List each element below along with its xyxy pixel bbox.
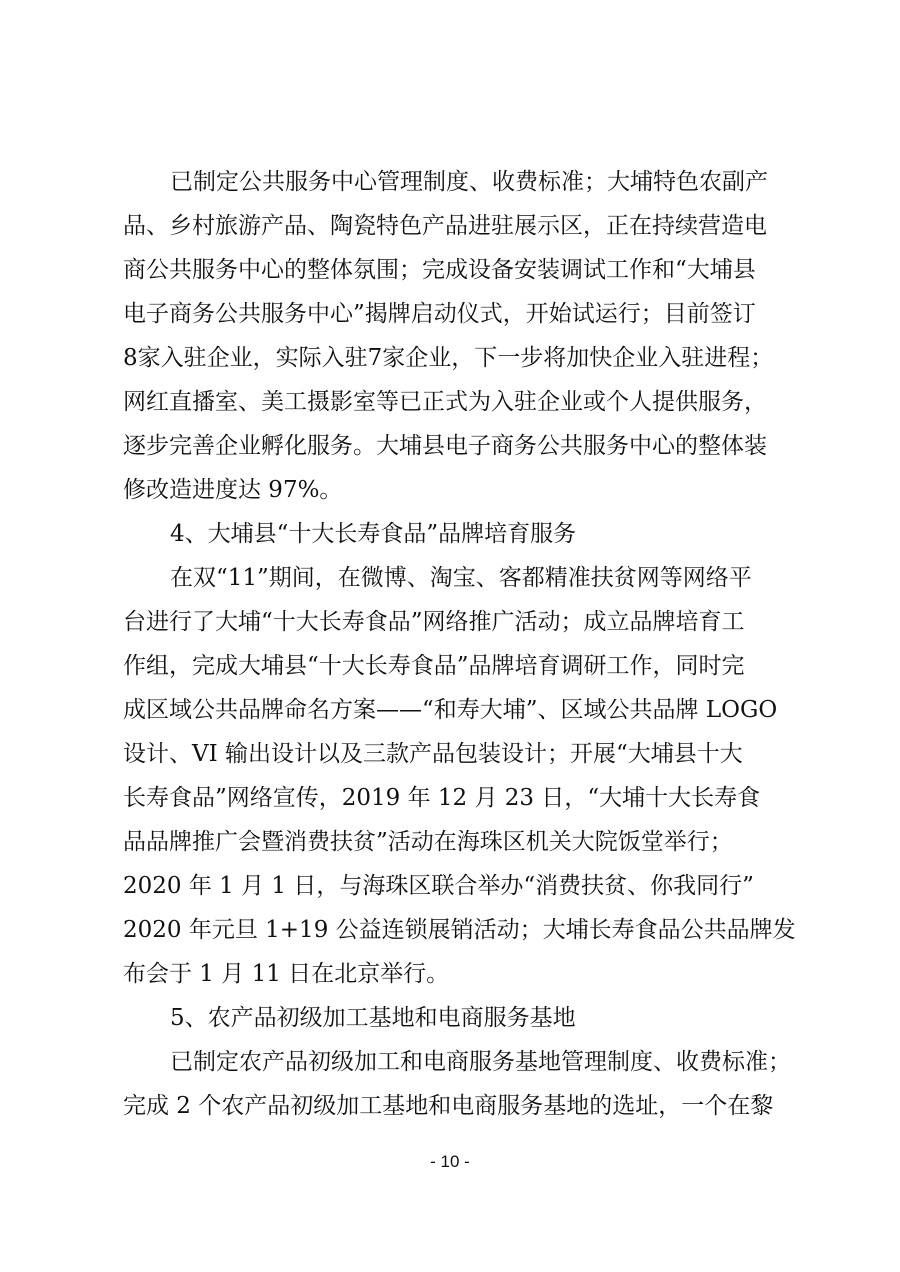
line-text: 品、乡村旅游产品、陶瓷特色产品进驻展示区，正在持续营造电 xyxy=(123,213,767,239)
line-text: 长寿食品”网络宣传，2019 年 12 月 23 日，“大埔十大长寿食 xyxy=(123,785,761,811)
text-line xyxy=(0,380,900,424)
text-line xyxy=(0,336,900,380)
text-line xyxy=(0,248,900,292)
text-line xyxy=(0,556,900,600)
text-line xyxy=(0,292,900,336)
line-text: 修改造进度达 97%。 xyxy=(123,477,343,503)
text-line xyxy=(0,952,900,996)
line-text: 台进行了大埔“十大长寿食品”网络推广活动；成立品牌培育工 xyxy=(123,609,745,635)
line-text: 品品牌推广会暨消费扶贫”活动在海珠区机关大院饭堂举行； xyxy=(123,829,733,855)
line-text: 2020 年 1 月 1 日，与海珠区联合举办“消费扶贫、你我同行” xyxy=(123,873,754,899)
line-text: 8家入驻企业，实际入驻7家企业，下一步将加快企业入驻进程； xyxy=(123,345,774,371)
section-heading-text: 5、农产品初级加工基地和电商服务基地 xyxy=(170,1005,576,1031)
text-line xyxy=(0,908,900,952)
text-line xyxy=(0,820,900,864)
line-text: 布会于 1 月 11 日在北京举行。 xyxy=(123,961,450,987)
line-text: 设计、VI 输出设计以及三款产品包装设计；开展“大埔县十大 xyxy=(123,741,743,767)
text-line xyxy=(0,864,900,908)
line-text: 2020 年元旦 1+19 公益连锁展销活动；大埔长寿食品公共品牌发 xyxy=(123,917,796,943)
line-text: 在双“11”期间，在微博、淘宝、客都精准扶贫网等网络平 xyxy=(170,565,752,591)
line-text: 已制定农产品初级加工和电商服务基地管理制度、收费标准； xyxy=(170,1049,791,1075)
text-line xyxy=(0,644,900,688)
text-line xyxy=(0,1040,900,1084)
text-line xyxy=(0,160,900,204)
line-text: 作组，完成大埔县“十大长寿食品”品牌培育调研工作，同时完 xyxy=(123,653,745,679)
text-line xyxy=(0,600,900,644)
line-text: 完成 2 个农产品初级加工基地和电商服务基地的选址，一个在黎 xyxy=(123,1093,774,1119)
line-text: 成区域公共品牌命名方案——“和寿大埔”、区域公共品牌 LOGO xyxy=(123,697,778,723)
section-heading xyxy=(0,512,900,556)
text-line xyxy=(0,424,900,468)
text-line xyxy=(0,1084,900,1128)
text-line xyxy=(0,732,900,776)
line-text: 网红直播室、美工摄影室等已正式为入驻企业或个人提供服务， xyxy=(123,389,767,415)
line-text: 商公共服务中心的整体氛围；完成设备安装调试工作和“大埔县 xyxy=(123,257,756,283)
line-text: 已制定公共服务中心管理制度、收费标准；大埔特色农副产 xyxy=(170,169,768,195)
line-text: 逐步完善企业孵化服务。大埔县电子商务公共服务中心的整体装 xyxy=(123,433,767,459)
text-line xyxy=(0,776,900,820)
text-line xyxy=(0,204,900,248)
section-heading xyxy=(0,996,900,1040)
page-number: - 10 - xyxy=(430,1152,470,1171)
text-line xyxy=(0,688,900,732)
line-text: 电子商务公共服务中心”揭牌启动仪式，开始试运行；目前签订 xyxy=(123,301,756,327)
section-heading-text: 4、大埔县“十大长寿食品”品牌培育服务 xyxy=(170,521,577,547)
text-line xyxy=(0,468,900,512)
